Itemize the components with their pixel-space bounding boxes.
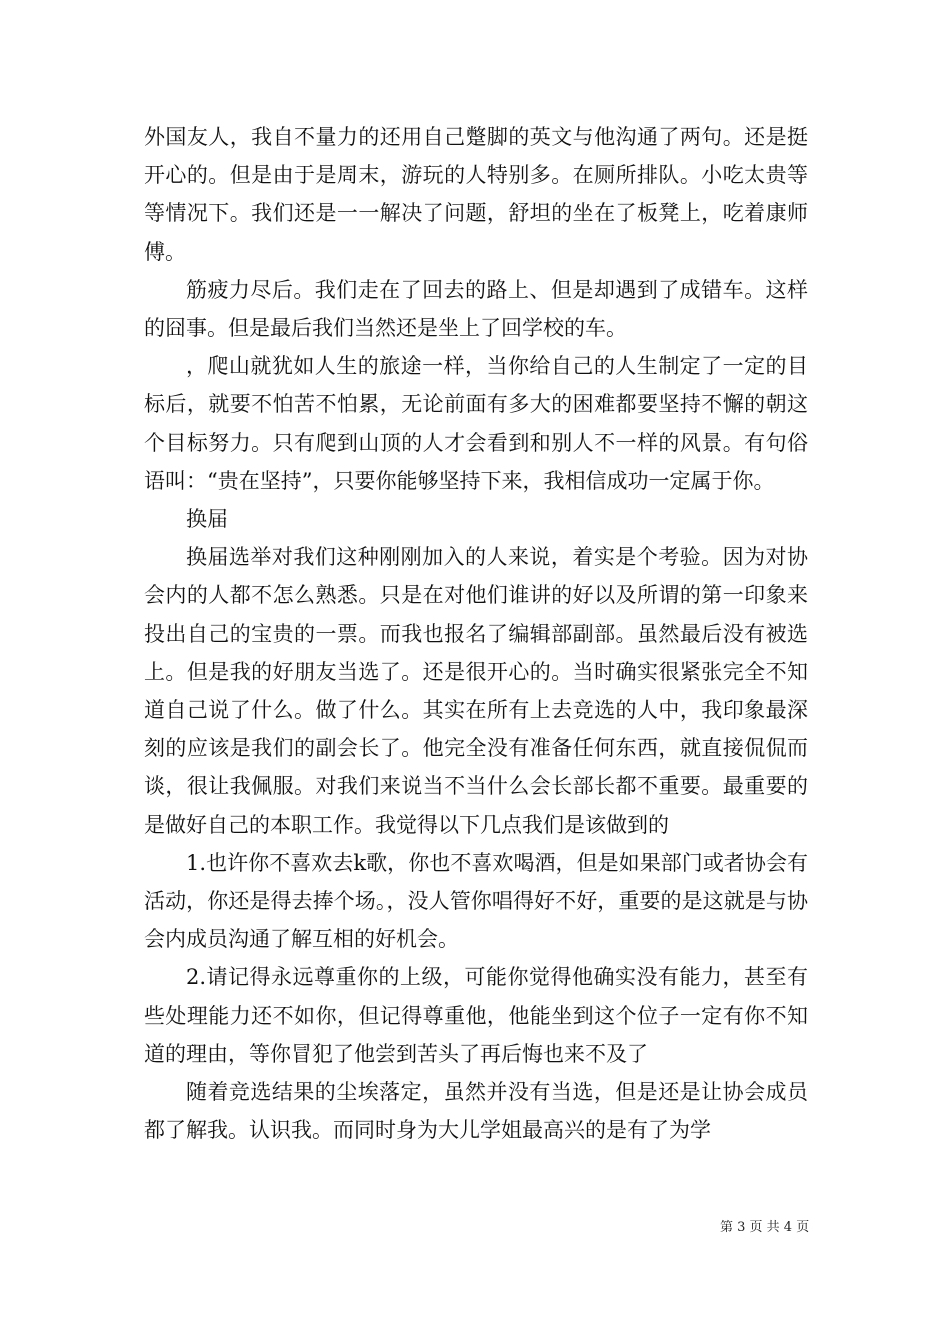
paragraph-3: ，爬山就犹如人生的旅途一样，当你给自己的人生制定了一定的目标后，就要不怕苦不怕累，无论前面有多大的困难都要坚持不懈的朝这个目标努力。只有爬到山顶的人才会看到和别人不一样的风景。有句俗语叫：“贵在坚持”，只要你能够坚持下来，我相信成功一定属于你。 xyxy=(144,354,808,493)
page-number: 第 3 页 共 4 页 xyxy=(720,1220,810,1235)
paragraph-2: 筋疲力尽后。我们走在了回去的路上、但是却遇到了成错车。这样的囧事。但是最后我们当然还是坐上了回学校的车。 xyxy=(144,277,808,341)
section-heading: 换届 xyxy=(186,507,228,532)
document-body xyxy=(144,118,808,1149)
paragraph-5: 换届选举对我们这种刚刚加入的人来说，着实是个考验。因为对协会内的人都不怎么熟悉。只是在对他们谁讲的好以及所谓的第一印象来投出自己的宝贵的一票。而我也报名了编辑部副部。虽然最后没有被选上。但是我的好朋友当选了。还是很开心的。当时确实很紧张完全不知道自己说了什么。做了什么。其实在所有上去竞选的人中，我印象最深刻的应该是我们的副会长了。他完全没有准备任何东西，就直接侃侃而谈，很让我佩服。对我们来说当不当什么会长部长都不重要。最重要的是做好自己的本职工作。我觉得以下几点我们是该做到的 xyxy=(144,545,808,837)
paragraph-8: 随着竞选结果的尘埃落定，虽然并没有当选，但是还是让协会成员都了解我。认识我。而同时身为大儿学姐最高兴的是有了为学 xyxy=(144,1080,808,1143)
list-item-1: 1.也许你不喜欢去k歌，你也不喜欢喝酒，但是如果部门或者协会有活动，你还是得去捧个场。，没人管你唱得好不好，重要的是这就是与协会内成员沟通了解互相的好机会。 xyxy=(144,850,808,952)
list-item-2: 2.请记得永远尊重你的上级，可能你觉得他确实没有能力，甚至有些处理能力还不如你，但记得尊重他，他能坐到这个位子一定有你不知道的理由，等你冒犯了他尝到苦头了再后悔也来不及了 xyxy=(144,965,808,1066)
paragraph-1: 外国友人，我自不量力的还用自己蹩脚的英文与他沟通了两句。还是挺开心的。但是由于是周末，游玩的人特别多。在厕所排队。小吃太贵等等情况下。我们还是一一解决了问题，舒坦的坐在了板凳上，吃着康师傅。 xyxy=(144,125,808,264)
